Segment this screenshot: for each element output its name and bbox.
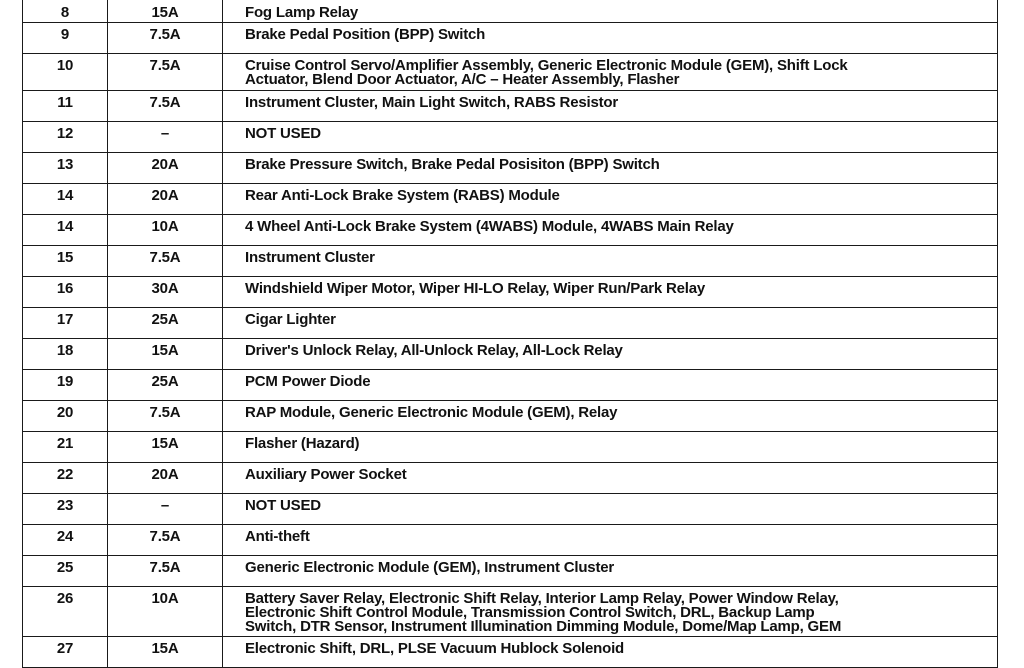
circuit-protected-cell: Generic Electronic Module (GEM), Instrument Cluster (223, 556, 998, 587)
circuit-protected-cell: Anti-theft (223, 525, 998, 556)
table-row (23, 370, 998, 401)
fuse-table-container (22, 0, 998, 668)
circuit-protected-cell: Electronic Shift, DRL, PLSE Vacuum Hublock Solenoid (223, 637, 998, 668)
table-row (23, 0, 998, 23)
circuit-protected-cell: Flasher (Hazard) (223, 432, 998, 463)
fuse-amperage-cell: 25A (108, 370, 223, 401)
table-row (23, 587, 998, 637)
fuse-table-body (23, 0, 998, 668)
circuit-protected-cell: Driver's Unlock Relay, All-Unlock Relay, All-Lock Relay (223, 339, 998, 370)
table-row (23, 54, 998, 91)
circuit-protected-cell: RAP Module, Generic Electronic Module (GEM), Relay (223, 401, 998, 432)
fuse-number-cell: 14 (23, 184, 108, 215)
circuit-protected-cell: NOT USED (223, 494, 998, 525)
circuit-protected-cell: Brake Pedal Position (BPP) Switch (223, 23, 998, 54)
fuse-number-cell: 15 (23, 246, 108, 277)
fuse-amperage-cell: 25A (108, 308, 223, 339)
circuit-protected-cell: NOT USED (223, 122, 998, 153)
fuse-amperage-cell: 20A (108, 184, 223, 215)
fuse-amperage-cell: 7.5A (108, 91, 223, 122)
table-row (23, 556, 998, 587)
fuse-number-cell: 10 (23, 54, 108, 91)
fuse-amperage-cell: 7.5A (108, 246, 223, 277)
table-row (23, 215, 998, 246)
fuse-amperage-cell: 7.5A (108, 54, 223, 91)
fuse-number-cell: 17 (23, 308, 108, 339)
circuit-protected-cell: Instrument Cluster (223, 246, 998, 277)
fuse-number-cell: 11 (23, 91, 108, 122)
circuit-protected-cell: Fog Lamp Relay (223, 0, 998, 23)
circuit-protected-cell: PCM Power Diode (223, 370, 998, 401)
fuse-table (22, 0, 998, 668)
table-row (23, 277, 998, 308)
fuse-number-cell: 18 (23, 339, 108, 370)
circuit-protected-cell: Instrument Cluster, Main Light Switch, RABS Resistor (223, 91, 998, 122)
fuse-number-cell: 16 (23, 277, 108, 308)
circuit-protected-cell: 4 Wheel Anti-Lock Brake System (4WABS) Module, 4WABS Main Relay (223, 215, 998, 246)
circuit-protected-cell: Brake Pressure Switch, Brake Pedal Posisiton (BPP) Switch (223, 153, 998, 184)
fuse-number-cell: 25 (23, 556, 108, 587)
fuse-amperage-cell: 7.5A (108, 23, 223, 54)
fuse-amperage-cell: 15A (108, 0, 223, 23)
table-row (23, 122, 998, 153)
circuit-protected-cell: Cigar Lighter (223, 308, 998, 339)
table-row (23, 463, 998, 494)
fuse-amperage-cell: 10A (108, 215, 223, 246)
fuse-number-cell: 21 (23, 432, 108, 463)
table-row (23, 401, 998, 432)
fuse-amperage-cell: 7.5A (108, 525, 223, 556)
fuse-amperage-cell: 30A (108, 277, 223, 308)
fuse-number-cell: 24 (23, 525, 108, 556)
fuse-number-cell: 26 (23, 587, 108, 637)
table-row (23, 153, 998, 184)
fuse-amperage-cell: 20A (108, 153, 223, 184)
table-row (23, 637, 998, 668)
circuit-protected-cell: Battery Saver Relay, Electronic Shift Relay, Interior Lamp Relay, Power Window Relay, Electronic Shift Control Module, Transmission Control Switch, DRL, Backup Lamp Switch, DTR Sensor, Instrument Illumination Dimming Module, Dome/Map Lamp, GEM (223, 587, 998, 637)
fuse-amperage-cell: – (108, 122, 223, 153)
fuse-number-cell: 27 (23, 637, 108, 668)
fuse-number-cell: 14 (23, 215, 108, 246)
fuse-number-cell: 20 (23, 401, 108, 432)
fuse-amperage-cell: 7.5A (108, 556, 223, 587)
fuse-number-cell: 19 (23, 370, 108, 401)
fuse-number-cell: 8 (23, 0, 108, 23)
fuse-number-cell: 9 (23, 23, 108, 54)
fuse-amperage-cell: – (108, 494, 223, 525)
circuit-protected-cell: Windshield Wiper Motor, Wiper HI-LO Relay, Wiper Run/Park Relay (223, 277, 998, 308)
table-row (23, 308, 998, 339)
fuse-number-cell: 12 (23, 122, 108, 153)
fuse-number-cell: 22 (23, 463, 108, 494)
table-row (23, 91, 998, 122)
table-row (23, 184, 998, 215)
circuit-protected-cell: Cruise Control Servo/Amplifier Assembly, Generic Electronic Module (GEM), Shift Lock Actuator, Blend Door Actuator, A/C – Heater Assembly, Flasher (223, 54, 998, 91)
fuse-amperage-cell: 7.5A (108, 401, 223, 432)
circuit-protected-cell: Rear Anti-Lock Brake System (RABS) Module (223, 184, 998, 215)
table-row (23, 432, 998, 463)
table-row (23, 246, 998, 277)
fuse-amperage-cell: 15A (108, 637, 223, 668)
fuse-amperage-cell: 15A (108, 339, 223, 370)
circuit-protected-cell: Auxiliary Power Socket (223, 463, 998, 494)
table-row (23, 494, 998, 525)
table-row (23, 525, 998, 556)
fuse-amperage-cell: 10A (108, 587, 223, 637)
fuse-number-cell: 13 (23, 153, 108, 184)
fuse-number-cell: 23 (23, 494, 108, 525)
table-row (23, 23, 998, 54)
fuse-amperage-cell: 15A (108, 432, 223, 463)
fuse-amperage-cell: 20A (108, 463, 223, 494)
table-row (23, 339, 998, 370)
